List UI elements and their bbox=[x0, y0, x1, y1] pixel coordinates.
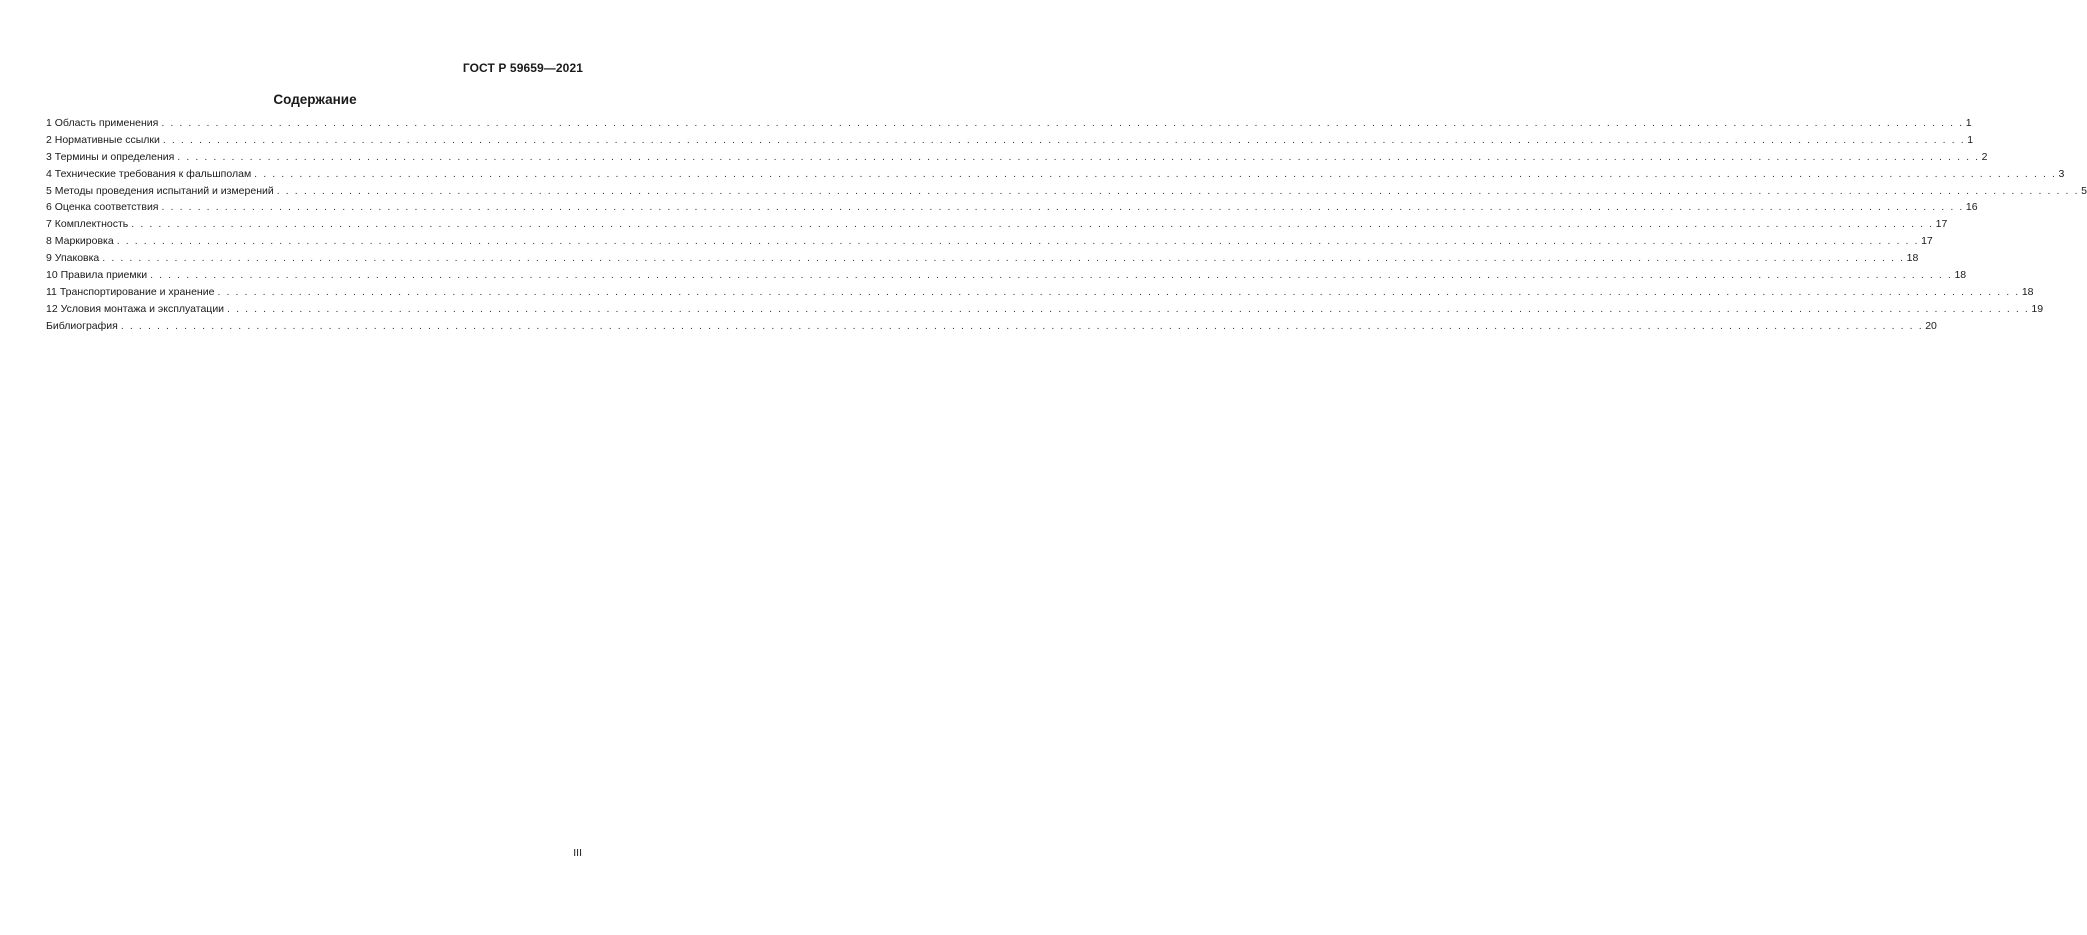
toc-entry[interactable] bbox=[46, 250, 1919, 267]
toc-entry-title: 2 Нормативные ссылки bbox=[46, 133, 160, 146]
toc-entry-page: 1 bbox=[1965, 117, 1972, 129]
document-code: ГОСТ Р 59659—2021 bbox=[462, 61, 583, 75]
toc-entry-page: 18 bbox=[1906, 252, 1919, 265]
toc-entry-title: 9 Упаковка bbox=[46, 252, 100, 265]
toc-entry[interactable] bbox=[46, 216, 1948, 233]
page-number: III bbox=[573, 847, 582, 859]
toc-entry[interactable] bbox=[46, 284, 2034, 301]
toc-entry-title: 10 Правила приемки bbox=[46, 269, 148, 282]
toc-entry-page: 17 bbox=[1935, 218, 1948, 231]
toc-entry-title: 12 Условия монтажа и эксплуатации bbox=[46, 302, 225, 315]
toc-entry-title: 6 Оценка соответствия bbox=[46, 201, 159, 214]
toc-entry-title: Библиография bbox=[46, 319, 118, 332]
toc-entry[interactable] bbox=[46, 233, 1933, 250]
toc-dot-leader: . . . . . . . . . . . . . . . . . . . . . . . . . . . . . . . . . . . . . . . . . . . . . . . . . . . . . . . . . . . . . . . . . . . . . . . . . . . . . . . . . . . . . . . . . . . . . . . . . . . . . . . . . . . . . . . . . . . . . . . . . . . . . . . . . . . . . . . . . . . . . . . . . . . . . . . . . . . . . . . . . . . . . . . . . . . . . . . . . . . . . . . . . . . . . . . . . . . . . . . . bbox=[227, 302, 2030, 315]
toc-entry-page: 18 bbox=[2021, 285, 2034, 298]
toc-dot-leader: . . . . . . . . . . . . . . . . . . . . . . . . . . . . . . . . . . . . . . . . . . . . . . . . . . . . . . . . . . . . . . . . . . . . . . . . . . . . . . . . . . . . . . . . . . . . . . . . . . . . . . . . . . . . . . . . . . . . . . . . . . . . . . . . . . . . . . . . . . . . . . . . . . . . . . . . . . . . . . . . . . . . . . . . . . . . . . . . . . . . . . . . . . . . . . . . . . . . . . . . bbox=[177, 150, 1980, 163]
toc-entry-page: 16 bbox=[1965, 201, 1978, 214]
toc-entry[interactable] bbox=[46, 199, 1978, 216]
toc-entry[interactable] bbox=[46, 267, 1967, 284]
toc-entry-page: 1 bbox=[1967, 133, 1974, 146]
toc-entry-page: 3 bbox=[2058, 167, 2065, 180]
toc-entry-title: 11 Транспортирование и хранение bbox=[46, 285, 215, 298]
toc-dot-leader: . . . . . . . . . . . . . . . . . . . . . . . . . . . . . . . . . . . . . . . . . . . . . . . . . . . . . . . . . . . . . . . . . . . . . . . . . . . . . . . . . . . . . . . . . . . . . . . . . . . . . . . . . . . . . . . . . . . . . . . . . . . . . . . . . . . . . . . . . . . . . . . . . . . . . . . . . . . . . . . . . . . . . . . . . . . . . . . . . . . . . . . . . . . . . . . . . . . . . . . . bbox=[161, 117, 1964, 129]
toc-entry[interactable] bbox=[46, 301, 2044, 318]
toc-dot-leader: . . . . . . . . . . . . . . . . . . . . . . . . . . . . . . . . . . . . . . . . . . . . . . . . . . . . . . . . . . . . . . . . . . . . . . . . . . . . . . . . . . . . . . . . . . . . . . . . . . . . . . . . . . . . . . . . . . . . . . . . . . . . . . . . . . . . . . . . . . . . . . . . . . . . . . . . . . . . . . . . . . . . . . . . . . . . . . . . . . . . . . . . . . . . . . . . . . . . . . . . bbox=[131, 218, 1934, 231]
toc-entry[interactable] bbox=[46, 318, 1937, 335]
toc-dot-leader: . . . . . . . . . . . . . . . . . . . . . . . . . . . . . . . . . . . . . . . . . . . . . . . . . . . . . . . . . . . . . . . . . . . . . . . . . . . . . . . . . . . . . . . . . . . . . . . . . . . . . . . . . . . . . . . . . . . . . . . . . . . . . . . . . . . . . . . . . . . . . . . . . . . . . . . . . . . . . . . . . . . . . . . . . . . . . . . . . . . . . . . . . . . . . . . . . . . . . . . . bbox=[161, 201, 1964, 214]
toc-dot-leader: . . . . . . . . . . . . . . . . . . . . . . . . . . . . . . . . . . . . . . . . . . . . . . . . . . . . . . . . . . . . . . . . . . . . . . . . . . . . . . . . . . . . . . . . . . . . . . . . . . . . . . . . . . . . . . . . . . . . . . . . . . . . . . . . . . . . . . . . . . . . . . . . . . . . . . . . . . . . . . . . . . . . . . . . . . . . . . . . . . . . . . . . . . . . . . . . . . . . . . . . bbox=[120, 319, 1924, 332]
toc-entry-title: 3 Термины и определения bbox=[46, 150, 175, 163]
toc-entry-page: 18 bbox=[1954, 269, 1967, 282]
toc-entry-page: 20 bbox=[1925, 319, 1937, 332]
toc-entry-title: 1 Область применения bbox=[46, 117, 159, 129]
toc-dot-leader: . . . . . . . . . . . . . . . . . . . . . . . . . . . . . . . . . . . . . . . . . . . . . . . . . . . . . . . . . . . . . . . . . . . . . . . . . . . . . . . . . . . . . . . . . . . . . . . . . . . . . . . . . . . . . . . . . . . . . . . . . . . . . . . . . . . . . . . . . . . . . . . . . . . . . . . . . . . . . . . . . . . . . . . . . . . . . . . . . . . . . . . . . . . . . . . . . . . . . . . . bbox=[217, 285, 2020, 298]
toc-entry-title: 7 Комплектность bbox=[46, 218, 129, 231]
toc-dot-leader: . . . . . . . . . . . . . . . . . . . . . . . . . . . . . . . . . . . . . . . . . . . . . . . . . . . . . . . . . . . . . . . . . . . . . . . . . . . . . . . . . . . . . . . . . . . . . . . . . . . . . . . . . . . . . . . . . . . . . . . . . . . . . . . . . . . . . . . . . . . . . . . . . . . . . . . . . . . . . . . . . . . . . . . . . . . . . . . . . . . . . . . . . . . . . . . . . . . . . . . . bbox=[102, 252, 1905, 265]
toc-dot-leader: . . . . . . . . . . . . . . . . . . . . . . . . . . . . . . . . . . . . . . . . . . . . . . . . . . . . . . . . . . . . . . . . . . . . . . . . . . . . . . . . . . . . . . . . . . . . . . . . . . . . . . . . . . . . . . . . . . . . . . . . . . . . . . . . . . . . . . . . . . . . . . . . . . . . . . . . . . . . . . . . . . . . . . . . . . . . . . . . . . . . . . . . . . . . . . . . . . . . . . . . bbox=[276, 184, 2080, 197]
toc-dot-leader: . . . . . . . . . . . . . . . . . . . . . . . . . . . . . . . . . . . . . . . . . . . . . . . . . . . . . . . . . . . . . . . . . . . . . . . . . . . . . . . . . . . . . . . . . . . . . . . . . . . . . . . . . . . . . . . . . . . . . . . . . . . . . . . . . . . . . . . . . . . . . . . . . . . . . . . . . . . . . . . . . . . . . . . . . . . . . . . . . . . . . . . . . . . . . . . . . . . . . . . . bbox=[150, 269, 1953, 282]
toc-heading: Содержание bbox=[273, 92, 357, 107]
toc-entry-title: 5 Методы проведения испытаний и измерений bbox=[46, 184, 274, 197]
toc-entry[interactable] bbox=[46, 115, 1972, 132]
toc-entry[interactable] bbox=[46, 132, 1974, 149]
toc-entry-title: 4 Технические требования к фальшполам bbox=[46, 167, 252, 180]
toc-entry-page: 17 bbox=[1921, 235, 1933, 248]
toc-dot-leader: . . . . . . . . . . . . . . . . . . . . . . . . . . . . . . . . . . . . . . . . . . . . . . . . . . . . . . . . . . . . . . . . . . . . . . . . . . . . . . . . . . . . . . . . . . . . . . . . . . . . . . . . . . . . . . . . . . . . . . . . . . . . . . . . . . . . . . . . . . . . . . . . . . . . . . . . . . . . . . . . . . . . . . . . . . . . . . . . . . . . . . . . . . . . . . . . . . . . . . . . bbox=[254, 167, 2057, 180]
toc-entry-page: 19 bbox=[2031, 302, 2044, 315]
toc-entry-page: 5 bbox=[2081, 184, 2087, 197]
toc-entry-title: 8 Маркировка bbox=[46, 235, 114, 248]
toc-entry[interactable] bbox=[46, 149, 1988, 166]
toc-dot-leader: . . . . . . . . . . . . . . . . . . . . . . . . . . . . . . . . . . . . . . . . . . . . . . . . . . . . . . . . . . . . . . . . . . . . . . . . . . . . . . . . . . . . . . . . . . . . . . . . . . . . . . . . . . . . . . . . . . . . . . . . . . . . . . . . . . . . . . . . . . . . . . . . . . . . . . . . . . . . . . . . . . . . . . . . . . . . . . . . . . . . . . . . . . . . . . . . . . . . . . . . bbox=[162, 133, 1966, 146]
toc-entry[interactable] bbox=[46, 183, 2087, 200]
table-of-contents bbox=[46, 115, 2087, 335]
toc-dot-leader: . . . . . . . . . . . . . . . . . . . . . . . . . . . . . . . . . . . . . . . . . . . . . . . . . . . . . . . . . . . . . . . . . . . . . . . . . . . . . . . . . . . . . . . . . . . . . . . . . . . . . . . . . . . . . . . . . . . . . . . . . . . . . . . . . . . . . . . . . . . . . . . . . . . . . . . . . . . . . . . . . . . . . . . . . . . . . . . . . . . . . . . . . . . . . . . . . . . . . . . . bbox=[116, 235, 1920, 248]
toc-entry-page: 2 bbox=[1981, 150, 1988, 163]
toc-entry[interactable] bbox=[46, 166, 2065, 183]
